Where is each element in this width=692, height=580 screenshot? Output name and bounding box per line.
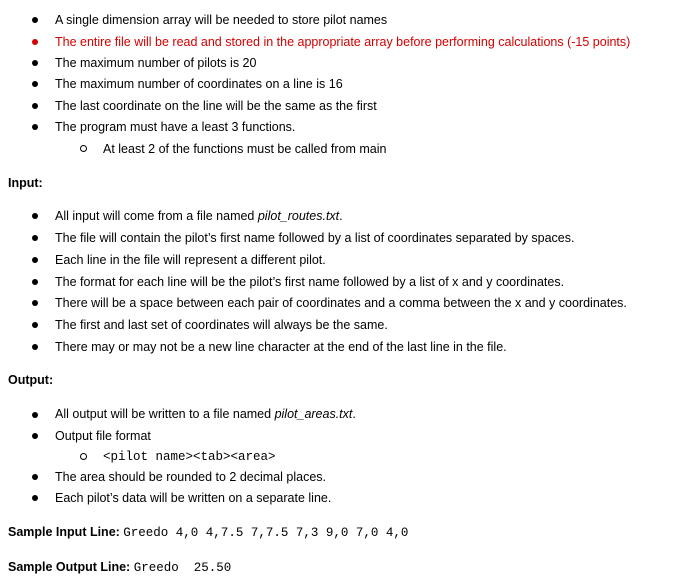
- output-item: All output will be written to a file named pilot_areas.txt.: [55, 407, 356, 421]
- bullet: [32, 103, 38, 109]
- output-item: Output file format: [55, 429, 151, 443]
- requirement-item: A single dimension array will be needed to store pilot names: [55, 13, 388, 27]
- bullet: [32, 300, 38, 306]
- sample-output-line: [8, 559, 231, 576]
- sample-output-value: Greedo 25.50: [133, 561, 232, 575]
- requirement-item: The maximum number of coordinates on a line is 16: [55, 77, 343, 91]
- output-heading: Output:: [8, 373, 54, 387]
- output-item: The area should be rounded to 2 decimal places.: [55, 470, 327, 484]
- input-item: There may or may not be a new line character at the end of the last line in the file.: [55, 340, 507, 354]
- bullet: [32, 81, 38, 87]
- input-item: Each line in the file will represent a different pilot.: [55, 253, 326, 267]
- output-filename: pilot_areas.txt: [274, 407, 353, 421]
- sample-output-label: Sample Output Line:: [8, 560, 134, 574]
- sub-bullet: [80, 145, 87, 152]
- bullet: [32, 39, 38, 45]
- requirement-item: The last coordinate on the line will be the same as the first: [55, 99, 377, 113]
- bullet: [32, 322, 38, 328]
- bullet: [32, 17, 38, 23]
- bullet: [32, 279, 38, 285]
- bullet: [32, 344, 38, 350]
- output-item: Each pilot’s data will be written on a separate line.: [55, 491, 332, 505]
- input-item: All input will come from a file named pilot_routes.txt.: [55, 209, 343, 223]
- requirement-sub-item: At least 2 of the functions must be called from main: [103, 142, 387, 156]
- input-heading: Input:: [8, 176, 43, 190]
- input-item: The file will contain the pilot’s first name followed by a list of coordinates separated by spaces.: [55, 231, 575, 245]
- output-format: <pilot name><tab><area>: [103, 450, 276, 464]
- sub-bullet: [80, 453, 87, 460]
- sample-input-value: Greedo 4,0 4,7.5 7,7.5 7,3 9,0 7,0 4,0: [123, 526, 409, 540]
- bullet: [32, 433, 38, 439]
- sample-input-line: [8, 524, 408, 541]
- requirement-item: The program must have a least 3 functions.: [55, 120, 296, 134]
- bullet: [32, 60, 38, 66]
- bullet: [32, 235, 38, 241]
- bullet: [32, 474, 38, 480]
- bullet: [32, 257, 38, 263]
- input-filename: pilot_routes.txt: [257, 209, 340, 223]
- requirement-item-highlighted: The entire file will be read and stored in the appropriate array before performing calculations (-15 points): [55, 35, 631, 49]
- bullet: [32, 495, 38, 501]
- bullet: [32, 213, 38, 219]
- input-item: The first and last set of coordinates will always be the same.: [55, 318, 388, 332]
- requirement-item: The maximum number of pilots is 20: [55, 56, 257, 70]
- bullet: [32, 412, 38, 418]
- input-item: There will be a space between each pair of coordinates and a comma between the x and y coordinates.: [55, 296, 627, 310]
- bullet: [32, 124, 38, 130]
- sample-input-label: Sample Input Line:: [8, 525, 124, 539]
- input-item: The format for each line will be the pilot’s first name followed by a list of x and y coordinates.: [55, 275, 565, 289]
